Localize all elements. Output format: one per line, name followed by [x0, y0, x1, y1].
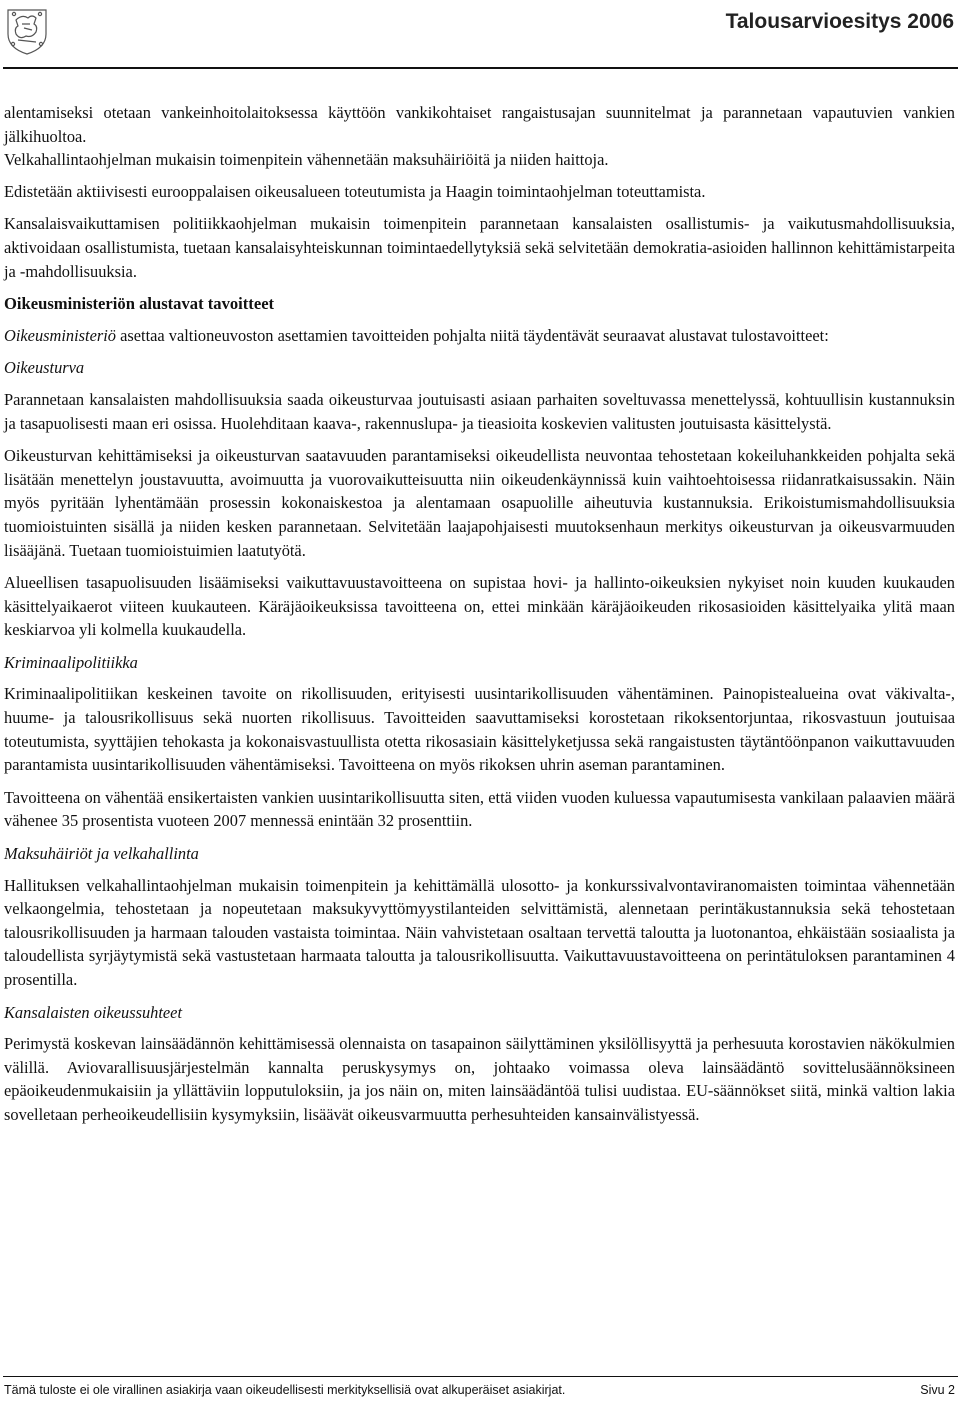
document-body [4, 101, 955, 1136]
paragraph: Kansalaisvaikuttamisen politiikkaohjelman mukaisin toimenpitein parannetaan kansalaisten osallistumis- ja vaikutusmahdollisuuksia, aktivoidaan osallistumista, tuetaan kansalaisyhteiskunnan toimintaedellytyksiä sekä selvitetään demokratia-asioiden hallinnon kehittämistarpeita ja -mahdollisuuksia. [4, 214, 955, 281]
subheading-oikeusturva: Oikeusturva [4, 358, 85, 378]
paragraph: Oikeusturvan kehittämiseksi ja oikeusturvan saatavuuden parantamiseksi oikeudellista neuvontaa tehostetaan kokeiluhankkeiden pohjalta sekä lisätään menettelyn joustavuutta, avoimuutta ja vuorovaikutteisuutta niin oikeudenkäynnissä kuin vaihtoehtoisessa riidanratkaisussakin. Näin myös pyritään lyhentämään prosessin kokonaiskestoa ja alentamaan osapuolille aiheutuvia kustannuksia. Erikoistumismahdollisuuksia tuomioistuinten sisällä ja niiden kesken parannetaan. Selvitetään laajapohjaisesti muutoksenhaun merkitys oikeusturvan ja oikeusvarmuuden lisääjänä. Tuetaan tuomioistuimien laatutyötä. [4, 446, 955, 560]
page-number: Sivu 2 [920, 1383, 955, 1397]
header-divider [3, 67, 958, 69]
subheading-kriminaalipolitiikka: Kriminaalipolitiikka [4, 652, 138, 672]
footer-divider [3, 1376, 958, 1377]
paragraph: Hallituksen velkahallintaohjelman mukaisin toimenpitein ja kehittämällä ulosotto- ja konkurssivalvontaviranomaisten toimintaa vähennetään velkaongelmia, tehostetaan ja nopeutetaan maksukyvyttömyystilanteiden selvittämistä, alennetaan perintäkustannuksia sekä tehostetaan talousrikollisuuden ja harmaan talouden vastaista toimintaa. Näin vahvistetaan osaltaan tervettä taloutta ja luotonantoa, ehkäistään sosiaalista ja taloudellista syrjäytymistä sekä vastustetaan harmaata taloutta ja talousrikollisuutta. Vaikuttavuustavoitteena on perintätuloksen parantaminen 4 prosentilla. [4, 875, 955, 989]
intro-paragraph [4, 324, 955, 348]
paragraph: Parannetaan kansalaisten mahdollisuuksia saada oikeusturvaa joutuisasti asiaan parhaiten soveltuvassa menettelyssä, kohtuullisin kustannuksin ja tasapuolisesti maan eri osissa. Huolehditaan kaava-, rakennuslupa- ja tieasioita koskevien valitusten joutuisasta käsittelystä. [4, 389, 955, 433]
paragraph: alentamiseksi otetaan vankeinhoitolaitoksessa käyttöön vankikohtaiset rangaistusajan suunnitelmat ja parannetaan vapautuvien vankien jälkihuoltoa. [4, 103, 955, 146]
paragraph: Perimystä koskevan lainsäädännön kehittämisessä olennaista on tasapainon säilyttäminen yksilöllisyyttä ja perhesuuta korostavien näkökulmien välillä. Aviovarallisuusjärjestelmän kannalta peruskysymys on, johtaako voimassa oleva lainsäädäntö sovittelusäännöksineen epäoikeudenmukaisiin ja yllättäviin lopputuloksiin, ja jos näin on, miten lainsäädäntöä tulisi uudistaa. EU-säännökset siitä, minkä valtion lakia sovelletaan perheoikeudellisiin kysymyksiin, lisäävät oikeusvarmuutta perhesuhteiden kansainvälistyessä. [4, 1034, 955, 1124]
paragraph: Edistetään aktiivisesti eurooppalaisen oikeusalueen toteutumista ja Haagin toimintaohjelman toteuttamista. [4, 181, 706, 201]
paragraph: Kriminaalipolitiikan keskeinen tavoite on rikollisuuden, erityisesti uusintarikollisuuden vähentäminen. Painopistealueina ovat väkivalta-, huume- ja talousrikollisuus sekä nuorten rikollisuus. Tavoitteiden saavuttamiseksi korostetaan rikoksentorjuntaa, rikosvastuun joutuisaa toteutumista, syyttäjien tehokasta ja kokonaisvastuullista otetta rikosasiain käsittelyketjussa sekä rangaistusten täytäntöönpanon vaikuttavuuden parantamista uusintarikollisuuden vähentämiseksi. Tavoitteena on myös rikoksen uhrin aseman parantaminen. [4, 684, 955, 775]
page-header [0, 0, 960, 90]
footer-disclaimer: Tämä tuloste ei ole virallinen asiakirja vaan oikeudellisesti merkityksellisiä ovat alkuperäiset asiakirjat. [4, 1383, 566, 1397]
paragraph: Velkahallintaohjelman mukaisin toimenpitein vähennetään maksuhäiriöitä ja niiden haittoja. [4, 150, 609, 170]
document-title: Talousarvioesitys 2006 [725, 10, 954, 33]
subheading-kansalaisten-oikeussuhteet: Kansalaisten oikeussuhteet [4, 1002, 183, 1022]
paragraph: Tavoitteena on vähentää ensikertaisten vankien uusintarikollisuutta siten, että viiden vuoden kuluessa vapautumisesta vankilaan palaavien määrä vähenee 35 prosentista vuoteen 2007 mennessä enintään 32 prosenttiin. [4, 787, 955, 831]
intro-text: asettaa valtioneuvoston asettamien tavoitteiden pohjalta niitä täydentävät seuraavat alustavat tulostavoitteet: [116, 325, 829, 345]
section-heading: Oikeusministeriön alustavat tavoitteet [4, 294, 275, 314]
paragraph: Alueellisen tasapuolisuuden lisäämiseksi vaikuttavuustavoitteena on supistaa hovi- ja hallinto-oikeuksien nykyiset noin kuuden kuukauden käsittelyaikaerot viiteen kuukauteen. Käräjäoikeuksissa tavoitteena on, ettei minkään käräjäoikeuden rikosasioiden käsittelyaika ylitä maan keskiarvoa yli kolmella kuukaudella. [4, 573, 955, 640]
subheading-maksuhairiot: Maksuhäiriöt ja velkahallinta [4, 844, 199, 864]
intro-italic: Oikeusministeriö [4, 325, 116, 345]
lion-coat-of-arms-icon [4, 4, 50, 56]
